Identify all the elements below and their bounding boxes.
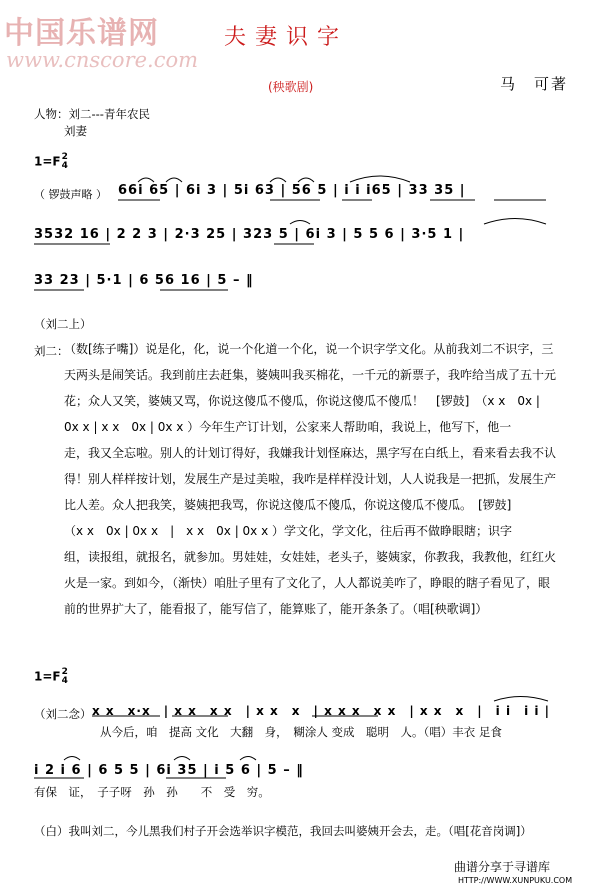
slur-mark xyxy=(298,178,314,182)
closing-line: （白）我叫刘二，今儿黑我们村子开会选举识字模范，我回去叫婆姨开会去，走。（唱[花音岗调]） xyxy=(34,824,532,838)
monologue-line: 天两头是闹笑话。我到前庄去赶集，婆姨叫我买棉花，一千元的新票子，我咋给当成了五十元 xyxy=(64,368,557,382)
time-den: 4 xyxy=(61,161,68,171)
song-title: 夫妻识字 xyxy=(224,25,349,50)
slur-mark xyxy=(166,178,182,182)
character-liuer: 刘二---青年农民 xyxy=(68,107,150,121)
footer-share: 曲谱分享于寻谱库 xyxy=(454,860,551,874)
speaker-label: 刘二： xyxy=(34,344,69,358)
genre-label: (秧歌剧) xyxy=(268,80,314,94)
monologue-line: 组，读报组，就报名，就参加。男娃娃，女娃娃，老头子，婆姨家，你教我，我教他，红红火 xyxy=(64,550,557,564)
recit-notes: x x x·x | x x x x | x x x | x x x x x | x x x | i i i i | xyxy=(92,704,551,718)
key-text: 1=F xyxy=(34,154,61,169)
key-signature-2 xyxy=(34,668,68,686)
monologue-line: 0x x | x x 0x | 0x x ）今年生产订计划，公家来人帮助咱，我说上，他写下，他一 xyxy=(64,420,512,434)
score-row-1-lead: （ 锣鼓声略 ） xyxy=(34,188,107,201)
watermark-url: www.cnscore.com xyxy=(6,48,199,72)
slur-mark xyxy=(494,697,548,702)
monologue-line: （x x 0x | 0x x | x x 0x | 0x x ）学文化，学文化，往后再不做睁眼瞎；识字 xyxy=(64,524,513,538)
time-signature xyxy=(62,668,68,686)
slur-mark xyxy=(240,757,256,761)
monologue-line: 火是一家。到如今，（渐快）咱肚子里有了文化了，人人都说美咋了，睁眼的瞎子看见了，眼 xyxy=(64,576,551,590)
monologue-lines xyxy=(64,336,564,622)
time-num: 2 xyxy=(61,667,68,677)
song-notes: i 2 i 6 | 6 5 5 | 6i 35 | i 5 6 | 5 – ‖ xyxy=(34,763,304,778)
author-credit: 马 可著 xyxy=(500,75,569,93)
score-row-3: 33 23 | 5·1 | 6 56 16 | 5 – ‖ xyxy=(34,273,254,288)
score-row-2: 3532 16 | 2 2 3 | 2·3 25 | 323 5 | 6i 3 | 5 5 6 | 3·5 1 | xyxy=(34,227,465,242)
tie-mark xyxy=(484,219,546,225)
score-row-1: 66i 65 | 6i 3 | 5i 63 | 56 5 | i i i65 | 33 35 | xyxy=(118,183,466,198)
monologue-line: 走，我又全忘啦。别人的计划订得好，我嫌我计划怪麻达，黑字写在白纸上，看来看去我不认 xyxy=(64,446,557,460)
recit-lead: （刘二念） xyxy=(34,707,92,721)
character-wife: 刘妻 xyxy=(64,124,87,138)
slur-mark xyxy=(290,221,310,225)
time-num: 2 xyxy=(61,152,68,162)
recit-lyric: 从今后，咱 提高 文化 大翻 身， 糊涂人 变成 聪明 人。（唱）丰衣 足食 xyxy=(100,725,502,739)
footer-url[interactable]: HTTP://WWW.XUNPUKU.COM xyxy=(458,876,573,885)
slur-mark xyxy=(64,757,80,761)
monologue-line: 花；众人又笑，婆姨又骂，你说这傻瓜不傻瓜，你说这傻瓜不傻瓜！ [锣鼓] （x x 0x | xyxy=(64,394,540,408)
slur-mark xyxy=(138,178,154,182)
monologue-line: 得！别人样样按计划，发展生产是过美啦，我咋是样样没计划，人人说我是一把抓，发展生产 xyxy=(64,472,557,486)
characters-label: 人物： xyxy=(34,107,69,121)
slur-mark xyxy=(270,178,286,182)
slur-mark xyxy=(174,757,190,761)
tie-mark xyxy=(350,176,410,182)
song-lyric: 有保 证， 子子呀 孙 孙 不 受 穷。 xyxy=(34,785,270,799)
monologue-line: 比人差。众人把我笑，婆姨把我骂，你说这傻瓜不傻瓜，你说这傻瓜不傻瓜。 [锣鼓] xyxy=(64,498,512,512)
key-text: 1=F xyxy=(34,669,61,684)
monologue-line: （数[练子嘴]）说是化，化，说一个化道一个化，说一个识字学文化。从前我刘二不识字，三 xyxy=(64,342,554,356)
monologue-line: 前的世界扩大了，能看报了，能写信了，能算账了，能开条条了。（唱[秧歌调]） xyxy=(64,602,488,616)
time-den: 4 xyxy=(61,676,68,686)
watermark-cn: 中国乐谱网 xyxy=(4,16,159,51)
stage-direction: （刘二上） xyxy=(34,317,92,331)
